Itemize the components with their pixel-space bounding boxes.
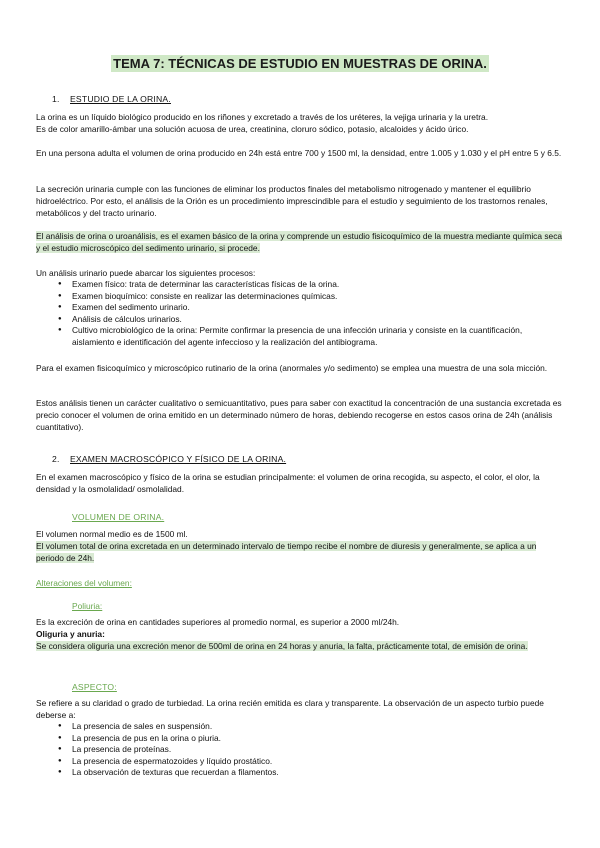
aspecto-list — [36, 721, 566, 779]
section-2-heading: 2. EXAMEN MACROSCÓPICO Y FÍSICO DE LA ORINA. — [52, 454, 287, 464]
section-1-paragraph-2: En una persona adulta el volumen de orina producido en 24h está entre 700 y 1500 ml, la densidad, entre 1.005 y 1.030 y el pH entre 5 y 6.5. — [36, 148, 562, 158]
list-item: ● Examen físico: trata de determinar las características físicas de la orina. — [58, 279, 566, 291]
document-title: TEMA 7: TÉCNICAS DE ESTUDIO EN MUESTRAS DE ORINA. — [113, 56, 487, 71]
aspecto-heading: ASPECTO: — [72, 682, 117, 692]
list-item: ● La presencia de sales en suspensión. — [58, 721, 566, 733]
list-item: ● Cultivo microbiológico de la orina: Permite confirmar la presencia de una infección urinaria y consiste en la cuantificación, aislamiento e identificación del agente infeccioso y la realización del antibiograma. — [58, 325, 566, 348]
alteraciones-text: Es la excreción de orina en cantidades superiores al promedio normal, es superior a 2000 ml/24h. Oliguria y anuria: Se considera oliguria una excreción menor de 500ml de orina en 24 horas y anuria, la falta, prácticamente total, de emisión de orina. — [36, 617, 528, 651]
process-list — [36, 279, 566, 349]
list-item: ● La presencia de pus en la orina o piuria. — [58, 733, 566, 745]
section-1-heading-text: ESTUDIO DE LA ORINA. — [70, 94, 171, 104]
process-list-intro: Un análisis urinario puede abarcar los siguientes procesos: — [36, 268, 256, 278]
section-1-heading: 1. ESTUDIO DE LA ORINA. — [52, 94, 171, 104]
section-1-paragraph-1: La orina es un líquido biológico producido en los riñones y excretado a través de los uréteres, la vejiga urinaria y la uretra. Es de color amarillo-ámbar una solución acuosa de urea, creatinina, cloruro sódico, potasio, alcaloides y ácido úrico. — [36, 112, 489, 134]
list-item: ● Examen bioquímico: consiste en realizar las determinaciones químicas. — [58, 291, 566, 303]
alteraciones-heading: Alteraciones del volumen: — [36, 578, 132, 588]
list-item: ● Examen del sedimento urinario. — [58, 302, 566, 314]
list-item: ● Análisis de cálculos urinarios. — [58, 314, 566, 326]
section-1-paragraph-4: El análisis de orina o uroanálisis, es el examen básico de la orina y comprende un estudio fisicoquímico de la muestra mediante química seca y el estudio microscópico del sedimento urinario, si procede. — [36, 231, 563, 253]
poliuria-heading: Poliuria: — [72, 601, 103, 611]
aspecto-text: Se refiere a su claridad o grado de turbiedad. La orina recién emitida es clara y transparente. La observación de un aspecto turbio puede deberse a: — [36, 698, 544, 720]
list-item: ● La presencia de proteínas. — [58, 744, 566, 756]
volumen-heading: VOLUMEN DE ORINA. — [72, 512, 165, 522]
section-1-paragraph-5: Para el examen fisicoquímico y microscópico rutinario de la orina (anormales y/o sedimento) se emplea una muestra de una sola micción. — [36, 363, 548, 373]
section-2-heading-text: EXAMEN MACROSCÓPICO Y FÍSICO DE LA ORINA. — [70, 454, 287, 464]
section-1-paragraph-6: Estos análisis tienen un carácter cualitativo o semicuantitativo, pues para saber con exactitud la concentración de una sustancia excretada es precio conocer el volumen de orina emitido en un determinado número de horas, debiendo recogerse en estos casos orina de 24h (análisis cuantitativo). — [36, 398, 562, 432]
list-item: ● La observación de texturas que recuerdan a filamentos. — [58, 767, 566, 779]
volumen-text: El volumen normal medio es de 1500 ml. El volumen total de orina excretada en un determinado intervalo de tiempo recibe el nombre de diuresis y generalmente, se aplica a un periodo de 24h. — [36, 529, 537, 563]
section-2-paragraph-1: En el examen macroscópico y físico de la orina se estudian principalmente: el volumen de orina recogida, su aspecto, el color, el olor, la densidad y la osmolalidad/ osmolalidad. — [36, 472, 540, 494]
section-1-paragraph-3: La secreción urinaria cumple con las funciones de eliminar los productos finales del metabolismo nitrogenado y mantener el equilibrio hidroeléctrico. Por esto, el análisis de la Orión es un procedimiento imprescindible para el estudio y seguimiento de los trastornos renales, metabólicos y del tracto urinario. — [36, 184, 548, 218]
list-item: ● La presencia de espermatozoides y líquido prostático. — [58, 756, 566, 768]
